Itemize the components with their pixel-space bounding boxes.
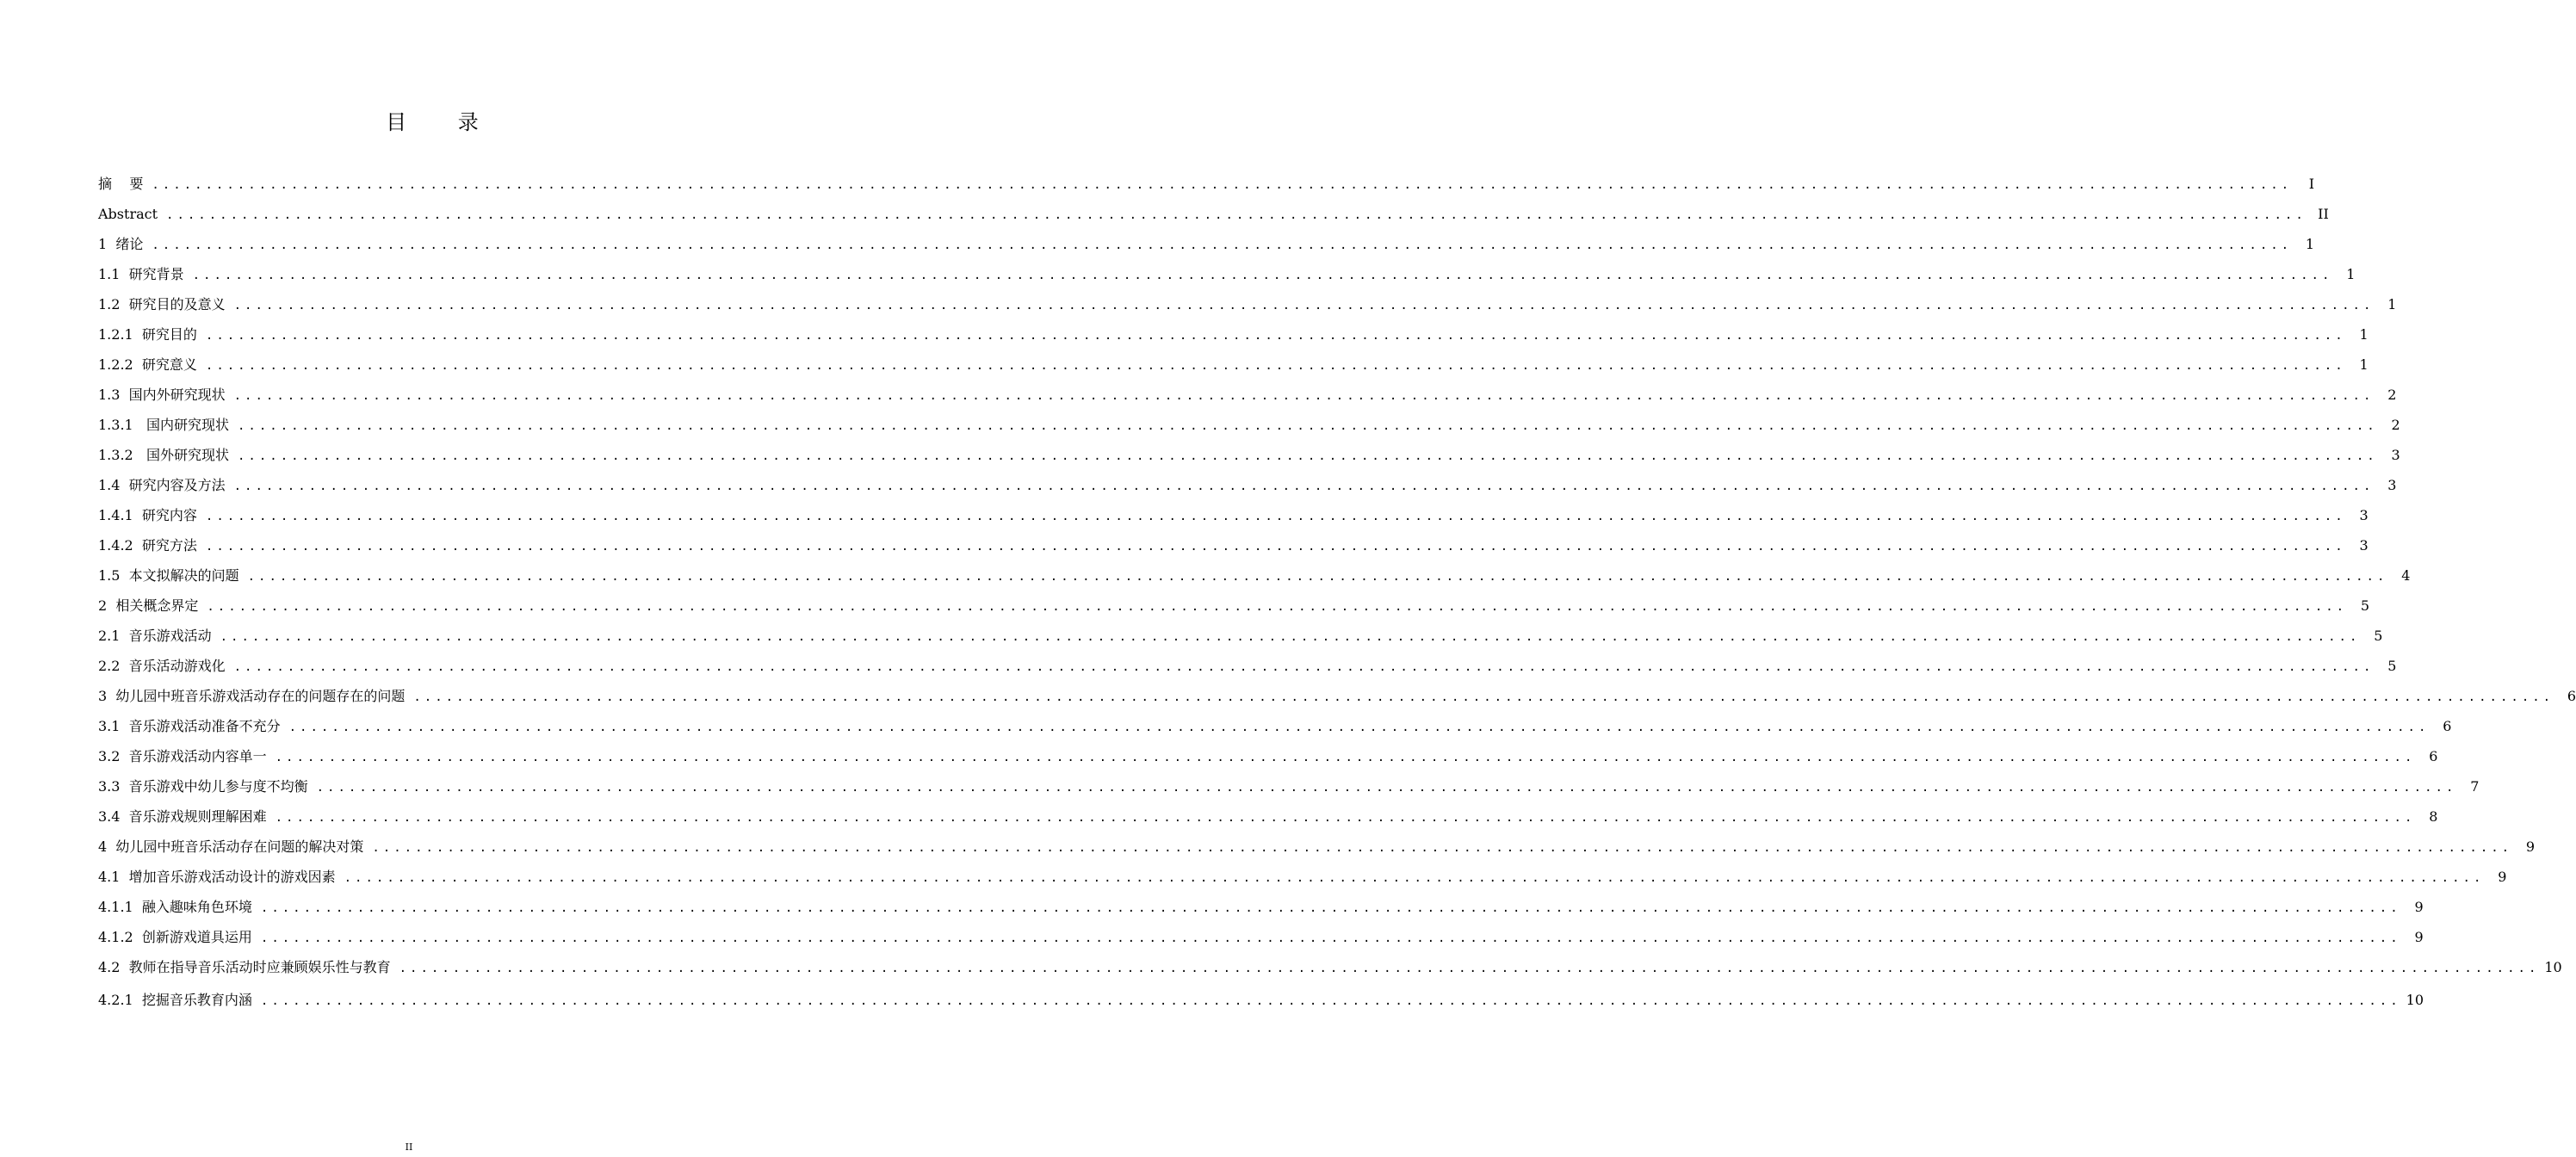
toc-entry-label: 1.4.1 研究内容 (98, 507, 197, 523)
toc-entry[interactable] (98, 229, 2315, 259)
toc-entry-label: 1.4.2 研究方法 (98, 537, 197, 554)
toc-dot-leader: ........................................................................................................................................................................................................ (237, 419, 2378, 433)
toc-entry-page: I (2308, 176, 2315, 192)
toc-entry-label: 1.2.1 研究目的 (98, 326, 197, 343)
toc-entry-page: 4 (2401, 567, 2411, 584)
toc-entry-page: 9 (2414, 899, 2424, 915)
toc-entry-label: 3.3 音乐游戏中幼儿参与度不均衡 (98, 778, 308, 795)
toc-entry-label: 2 相关概念界定 (98, 597, 199, 614)
toc-entry[interactable] (98, 259, 2356, 289)
toc-dot-leader: ........................................................................................................................................................................................................ (344, 871, 2485, 885)
toc-entry-label: 4.1.1 融入趣味角色环境 (98, 899, 252, 915)
toc-entry[interactable] (98, 560, 2411, 591)
toc-dot-leader: ........................................................................................................................................................................................................ (205, 329, 2346, 343)
toc-dot-leader: ........................................................................................................................................................................................................ (316, 781, 2457, 795)
toc-entry-label: 1.3 国内外研究现状 (98, 387, 226, 403)
toc-entry-page: 1 (2359, 326, 2369, 343)
page-number-footer: II (405, 1142, 413, 1153)
toc-entry[interactable] (98, 591, 2370, 621)
toc-entry-page: 10 (2406, 992, 2424, 1008)
toc-dot-leader: ........................................................................................................................................................................................................ (166, 208, 2307, 222)
toc-entry[interactable] (98, 470, 2397, 500)
toc-entry-page: 1 (2387, 296, 2397, 312)
toc-entry-page: 7 (2470, 778, 2480, 795)
toc-entry-page: 6 (2429, 748, 2438, 764)
toc-entry[interactable] (98, 832, 2536, 862)
toc-dot-leader: ........................................................................................................................................................................................................ (413, 690, 2554, 704)
toc-entry-label: Abstract (98, 206, 158, 222)
toc-entry-label: 4.2 教师在指导音乐活动时应兼顾娱乐性与教育 (98, 959, 391, 975)
toc-dot-leader: ........................................................................................................................................................................................................ (275, 811, 2416, 825)
page-title: 目 录 (386, 110, 501, 134)
toc-dot-leader: ........................................................................................................................................................................................................ (233, 480, 2375, 493)
toc-entry-page: 8 (2429, 808, 2438, 825)
toc-dot-leader: ........................................................................................................................................................................................................ (233, 389, 2375, 403)
toc-entry-label: 1.3.1 国内研究现状 (98, 417, 229, 433)
toc-entry-page: 3 (2359, 537, 2369, 554)
toc-entry-label: 4.2.1 挖掘音乐教育内涵 (98, 992, 252, 1008)
toc-entry[interactable] (98, 621, 2383, 651)
toc-dot-leader: ........................................................................................................................................................................................................ (260, 931, 2401, 945)
toc-entry-label: 3.1 音乐游戏活动准备不充分 (98, 718, 281, 734)
toc-dot-leader: ........................................................................................................................................................................................................ (247, 570, 2388, 584)
toc-dot-leader: ........................................................................................................................................................................................................ (207, 600, 2348, 614)
toc-entry-label: 3.2 音乐游戏活动内容单一 (98, 748, 267, 764)
toc-entry-page: 6 (2567, 688, 2576, 704)
toc-entry[interactable] (98, 771, 2480, 801)
toc-entry[interactable] (98, 350, 2369, 380)
toc-entry[interactable] (98, 289, 2397, 319)
toc-entry[interactable] (98, 380, 2397, 410)
toc-dot-leader: ........................................................................................................................................................................................................ (205, 540, 2346, 554)
toc-dot-leader: ........................................................................................................................................................................................................ (205, 510, 2346, 523)
toc-dot-leader: ........................................................................................................................................................................................................ (237, 449, 2378, 463)
toc-dot-leader: ........................................................................................................................................................................................................ (260, 994, 2401, 1008)
toc-entry-page: 10 (2544, 959, 2562, 975)
toc-entry-page: 3 (2391, 447, 2400, 463)
toc-entry-page: 5 (2374, 628, 2383, 644)
toc-entry-page: 1 (2359, 356, 2369, 373)
toc-dot-leader: ........................................................................................................................................................................................................ (372, 841, 2513, 855)
toc-entry-page: 1 (2305, 236, 2315, 252)
toc-entry-label: 3.4 音乐游戏规则理解困难 (98, 808, 267, 825)
toc-entry-label: 1.1 研究背景 (98, 266, 184, 282)
toc-entry[interactable] (98, 651, 2397, 681)
toc-entry[interactable] (98, 410, 2400, 440)
toc-entry[interactable] (98, 741, 2438, 771)
toc-entry-page: 9 (2414, 929, 2424, 945)
toc-entry-label: 4.1 增加音乐游戏活动设计的游戏因素 (98, 869, 336, 885)
toc-entry[interactable] (98, 952, 2562, 982)
toc-dot-leader: ........................................................................................................................................................................................................ (152, 238, 2293, 252)
toc-entry-page: 5 (2360, 597, 2370, 614)
toc-entry[interactable] (98, 801, 2438, 832)
toc-entry-page: 9 (2498, 869, 2507, 885)
toc-entry-page: 9 (2525, 838, 2536, 855)
toc-dot-leader: ........................................................................................................................................................................................................ (288, 721, 2430, 734)
toc-entry[interactable] (98, 530, 2369, 560)
toc-dot-leader: ........................................................................................................................................................................................................ (192, 269, 2333, 282)
toc-entry-page: II (2318, 206, 2329, 222)
toc-entry-label: 1.2.2 研究意义 (98, 356, 197, 373)
toc-dot-leader: ........................................................................................................................................................................................................ (233, 299, 2375, 312)
table-of-contents (98, 169, 2576, 1015)
toc-entry[interactable] (98, 500, 2369, 530)
toc-entry-label: 1.3.2 国外研究现状 (98, 447, 229, 463)
toc-entry-label: 1.4 研究内容及方法 (98, 477, 226, 493)
toc-dot-leader: ........................................................................................................................................................................................................ (233, 660, 2375, 674)
toc-entry-page: 6 (2443, 718, 2452, 734)
toc-entry-page: 2 (2387, 387, 2397, 403)
toc-entry-label: 1.2 研究目的及意义 (98, 296, 226, 312)
toc-dot-leader: ........................................................................................................................................................................................................ (152, 178, 2293, 192)
toc-entry[interactable] (98, 440, 2400, 470)
toc-entry[interactable] (98, 199, 2329, 229)
toc-entry[interactable] (98, 922, 2424, 952)
toc-entry[interactable] (98, 169, 2315, 199)
toc-entry[interactable] (98, 892, 2424, 922)
toc-entry[interactable] (98, 319, 2369, 350)
toc-dot-leader: ........................................................................................................................................................................................................ (220, 630, 2361, 644)
toc-entry-page: 2 (2391, 417, 2400, 433)
toc-dot-leader: ........................................................................................................................................................................................................ (205, 359, 2346, 373)
toc-entry[interactable] (98, 711, 2452, 741)
toc-entry-label: 2.1 音乐游戏活动 (98, 628, 212, 644)
toc-dot-leader: ........................................................................................................................................................................................................ (260, 901, 2401, 915)
toc-entry-label: 1.5 本文拟解决的问题 (98, 567, 239, 584)
toc-entry[interactable] (98, 862, 2507, 892)
toc-entry-page: 5 (2387, 658, 2397, 674)
toc-entry[interactable] (98, 681, 2576, 711)
toc-entry-label: 2.2 音乐活动游戏化 (98, 658, 226, 674)
toc-dot-leader: ........................................................................................................................................................................................................ (275, 751, 2416, 764)
toc-entry-label: 4 幼儿园中班音乐活动存在问题的解决对策 (98, 838, 364, 855)
toc-entry-label: 4.1.2 创新游戏道具运用 (98, 929, 252, 945)
toc-entry-page: 1 (2346, 266, 2356, 282)
toc-entry-label: 3 幼儿园中班音乐游戏活动存在的问题存在的问题 (98, 688, 406, 704)
toc-entry-page: 3 (2359, 507, 2369, 523)
toc-entry-label: 摘 要 (98, 176, 144, 192)
toc-dot-leader: ........................................................................................................................................................................................................ (399, 962, 2540, 975)
toc-entry-page: 3 (2387, 477, 2397, 493)
toc-entry[interactable] (98, 985, 2424, 1015)
toc-entry-label: 1 绪论 (98, 236, 144, 252)
